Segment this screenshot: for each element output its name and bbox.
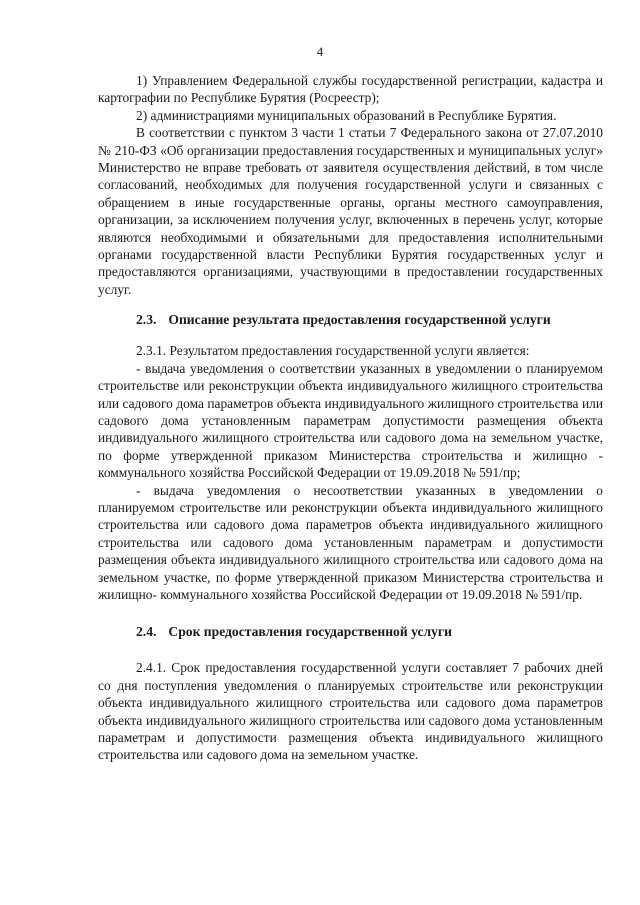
section-number: 2.3. bbox=[136, 312, 157, 328]
paragraph-law-210: В соответствии с пунктом 3 части 1 статьи 7 Федерального закона от 27.07.2010 № 210-ФЗ «Об организации предоставления государственных и муниципальных услуг» Министерство не вправе требовать от заявителя осуществления действий, в том числе согласований, необходимых для получения государственной услуги и связанных с обращением в иные государственные органы, органы местного самоуправления, организации, за исключением получения услуг, включенных в перечень услуг, которые являются необходимыми и обязательными для предоставления исполнительными органами государственной власти Республики Бурятия государственных услуг и предоставляются организациями, участвующими в предоставлении государственных услуг. bbox=[98, 125, 603, 297]
page-number: 4 bbox=[316, 44, 324, 59]
section-heading-2-3 bbox=[98, 311, 603, 328]
paragraph-2-3-1: 2.3.1. Результатом предоставления государственной услуги является: bbox=[136, 343, 530, 359]
list-item-conformity: - выдача уведомления о соответствии указанных в уведомлении о планируемом строительстве или реконструкции объекта индивидуального жилищного строительства или садового дома параметров объекта индивидуального жилищного строительства или садового дома установленным параметрам допустимости размещения объекта индивидуального жилищного строительства или садового дома на земельном участке, по форме утвержденной приказом Министерства строительства и жилищно - коммунального хозяйства Российской Федерации от 19.09.2018 № 591/пр; bbox=[98, 360, 603, 481]
section-heading-2-4 bbox=[98, 623, 603, 640]
paragraph-rosreestr: 1) Управлением Федеральной службы государственной регистрации, кадастра и картографии по Республике Бурятия (Росреестр); bbox=[98, 73, 603, 106]
paragraph-2-4-1: 2.4.1. Срок предоставления государственной услуги составляет 7 рабочих дней со дня поступления уведомления о планируемых строительстве или реконструкции объекта индивидуального жилищного строительства или садового дома параметров объекта индивидуального жилищного строительства или садового дома установленным параметрам и допустимости размещения объекта индивидуального жилищного строительства или садового дома на земельном участке. bbox=[98, 660, 603, 763]
section-title: Срок предоставления государственной услуги bbox=[168, 624, 452, 640]
paragraph-municipal: 2) администрациями муниципальных образований в Республике Бурятия. bbox=[136, 107, 557, 123]
section-number: 2.4. bbox=[136, 624, 157, 640]
section-title: Описание результата предоставления государственной услуги bbox=[168, 312, 551, 328]
document-body bbox=[98, 72, 603, 764]
list-item-nonconformity: - выдача уведомления о несоответствии указанных в уведомлении о планируемом строительстве или реконструкции объекта индивидуального жилищного строительства или садового дома параметров объекта индивидуального жилищного строительства или садового дома установленным параметрам и допустимости размещения объекта индивидуального жилищного строительства или садового дома на земельном участке, по форме утвержденной приказом Министерства строительства и жилищно- коммунального хозяйства Российской Федерации от 19.09.2018 № 591/пр. bbox=[98, 482, 603, 602]
